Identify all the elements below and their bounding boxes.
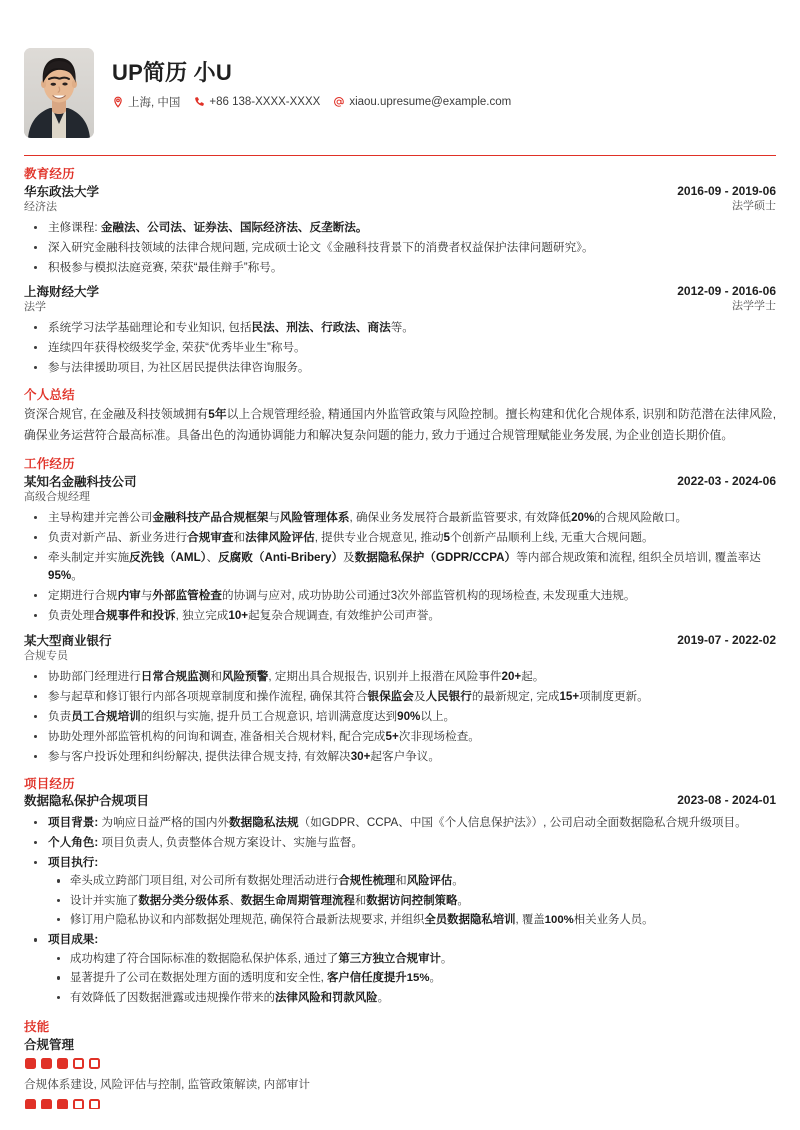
- list-item: 深入研究金融科技领域的法律合规问题, 完成硕士论文《金融科技背景下的消费者权益保护法律问题研究》。: [24, 239, 776, 257]
- list-item: 参与客户投诉处理和纠纷解决, 提供法律合规支持, 有效解决30+起客户争议。: [24, 748, 776, 766]
- list-item: [24, 814, 776, 832]
- rating-pip-filled[interactable]: [25, 1058, 36, 1069]
- section-education: [24, 167, 776, 377]
- section-title-work: 工作经历: [24, 457, 75, 472]
- section-title-projects: 项目经历: [24, 776, 75, 791]
- education-entry: [24, 184, 776, 277]
- list-item: 主导构建并完善公司金融科技产品合规框架与风险管理体系, 确保业务发展符合最新监管要求, 有效降低20%的合规风险敞口。: [24, 509, 776, 527]
- skill-name: 合规管理: [24, 1037, 75, 1052]
- contact-location[interactable]: [112, 94, 180, 110]
- rating-pip-empty[interactable]: [73, 1099, 84, 1109]
- page-title: UP简历 小U: [112, 60, 232, 85]
- education-major: 法学: [24, 300, 46, 313]
- summary-text: 资深合规官, 在金融及科技领域拥有5年以上合规管理经验, 精通国内外监管政策与风险控制。擅长构建和优化合规体系, 识别和防范潜在法律风险, 确保业务运营符合最高标准。具备出色的沟通协调能力和解决复杂问题的能力, 致力于通过合规管理赋能业务发展, 为企业创造长期价值。: [24, 407, 776, 443]
- contact-phone[interactable]: [193, 96, 320, 108]
- list-item: 负责处理合规事件和投诉, 独立完成10+起复杂合规调查, 有效维护公司声誉。: [24, 607, 776, 625]
- section-summary: [24, 388, 776, 447]
- section-title-education: 教育经历: [24, 167, 75, 181]
- list-item: 积极参与模拟法庭竞赛, 荣获“最佳辩手”称号。: [24, 259, 776, 277]
- rating-pip-empty[interactable]: [89, 1099, 100, 1109]
- education-date: 2016-09 - 2019-06: [677, 183, 776, 198]
- rating-pip-filled[interactable]: [57, 1058, 68, 1069]
- list-item: 成功构建了符合国际标准的数据隐私保护体系, 通过了第三方独立合规审计。: [48, 950, 776, 968]
- skill-rating[interactable]: [25, 1058, 776, 1069]
- project-bullet-text: 个人角色: 项目负责人, 负责整体合规方案设计、实施与监督。: [48, 835, 363, 849]
- section-projects: [24, 777, 776, 1007]
- project-subbullets: [48, 950, 776, 1007]
- section-work: [24, 457, 776, 765]
- contact-phone-text: +86 138-XXXX-XXXX: [209, 96, 321, 109]
- education-bullets: [24, 219, 776, 277]
- project-bullets: [24, 814, 776, 1007]
- education-date: 2012-09 - 2016-06: [677, 283, 776, 298]
- list-item: 连续四年获得校级奖学金, 荣获“优秀毕业生”称号。: [24, 339, 776, 357]
- email-at-icon: [333, 96, 345, 108]
- contact-location-text: 上海, 中国: [128, 97, 181, 110]
- skill-item: [24, 1037, 776, 1094]
- work-entry: [24, 633, 776, 766]
- project-entry: [24, 793, 776, 1007]
- portrait-photo-icon: [24, 48, 94, 138]
- rating-pip-empty[interactable]: [73, 1058, 84, 1069]
- project-subbullets: [48, 872, 776, 929]
- work-date: 2022-03 - 2024-06: [677, 473, 776, 488]
- rating-pip-filled[interactable]: [41, 1058, 52, 1069]
- project-name: 数据隐私保护合规项目: [24, 794, 150, 809]
- education-bullets: [24, 319, 776, 377]
- identity-block: [112, 48, 776, 110]
- list-item: [24, 834, 776, 852]
- list-item: [24, 931, 776, 1007]
- list-item: 有效降低了因数据泄露或违规操作带来的法律风险和罚款风险。: [48, 989, 776, 1007]
- rating-pip-filled[interactable]: [41, 1099, 52, 1109]
- work-company: 某知名金融科技公司: [24, 474, 137, 489]
- work-role: 高级合规经理: [24, 491, 90, 504]
- work-bullets: [24, 509, 776, 625]
- list-item: 参与法律援助项目, 为社区居民提供法律咨询服务。: [24, 359, 776, 377]
- project-bullet-text: 项目成果:: [48, 933, 99, 947]
- avatar: [24, 48, 94, 138]
- project-bullet-text: 项目执行:: [48, 855, 99, 869]
- list-item: 参与起草和修订银行内部各项规章制度和操作流程, 确保其符合银保监会及人民银行的最新规定, 完成15+项制度更新。: [24, 688, 776, 706]
- education-school: 华东政法大学: [24, 184, 100, 199]
- rating-pip-empty[interactable]: [89, 1058, 100, 1069]
- list-item: 主修课程: 金融法、公司法、证券法、国际经济法、反垄断法。: [24, 219, 776, 237]
- list-item: 负责员工合规培训的组织与实施, 提升员工合规意识, 培训满意度达到90%以上。: [24, 708, 776, 726]
- contact-email-text: xiaou.upresume@example.com: [349, 96, 512, 109]
- work-date: 2019-07 - 2022-02: [677, 632, 776, 647]
- header-divider: [24, 155, 776, 156]
- section-title-summary: 个人总结: [24, 387, 75, 402]
- education-degree: 法学硕士: [732, 200, 776, 213]
- education-degree: 法学学士: [732, 300, 776, 313]
- list-item: 修订用户隐私协议和内部数据处理规范, 确保符合最新法规要求, 并组织全员数据隐私培训, 覆盖100%相关业务人员。: [48, 911, 776, 929]
- list-item: 牵头成立跨部门项目组, 对公司所有数据处理活动进行合规性梳理和风险评估。: [48, 872, 776, 890]
- list-item: [24, 854, 776, 930]
- location-pin-icon: [112, 96, 124, 108]
- work-bullets: [24, 668, 776, 766]
- skill-item-clipped: [24, 1099, 776, 1109]
- section-title-skills: 技能: [24, 1019, 50, 1034]
- work-role: 合规专员: [24, 650, 68, 662]
- education-entry: [24, 284, 776, 377]
- rating-pip-filled[interactable]: [57, 1099, 68, 1109]
- list-item: 协助部门经理进行日常合规监测和风险预警, 定期出具合规报告, 识别并上报潜在风险事件20+起。: [24, 668, 776, 686]
- contact-email[interactable]: [333, 96, 511, 108]
- list-item: 牵头制定并实施反洗钱（AML）、反腐败（Anti-Bribery）及数据隐私保护（GDPR/CCPA）等内部合规政策和流程, 组织全员培训, 覆盖率达95%。: [24, 549, 776, 585]
- skill-rating[interactable]: [25, 1099, 776, 1109]
- resume-header: [24, 26, 776, 138]
- contact-row: [112, 94, 776, 110]
- section-skills: [24, 1020, 776, 1109]
- education-school: 上海财经大学: [24, 284, 100, 299]
- list-item: 协助处理外部监管机构的问询和调查, 准备相关合规材料, 配合完成5+次非现场检查。: [24, 728, 776, 746]
- phone-icon: [193, 96, 205, 108]
- list-item: 设计并实施了数据分类分级体系、数据生命周期管理流程和数据访问控制策略。: [48, 892, 776, 910]
- work-entry: [24, 474, 776, 625]
- list-item: 显著提升了公司在数据处理方面的透明度和安全性, 客户信任度提升15%。: [48, 969, 776, 987]
- education-major: 经济法: [24, 200, 57, 213]
- project-bullet-text: 项目背景: 为响应日益严格的国内外数据隐私法规（如GDPR、CCPA、中国《个人信息保护法》）, 公司启动全面数据隐私合规升级项目。: [48, 815, 747, 829]
- list-item: 系统学习法学基础理论和专业知识, 包括民法、刑法、行政法、商法等。: [24, 319, 776, 337]
- rating-pip-filled[interactable]: [25, 1099, 36, 1109]
- work-company: 某大型商业银行: [24, 633, 112, 648]
- project-date: 2023-08 - 2024-01: [677, 793, 776, 808]
- list-item: 负责对新产品、新业务进行合规审查和法律风险评估, 提供专业合规意见, 推动5个创新产品顺利上线, 无重大合规问题。: [24, 529, 776, 547]
- list-item: 定期进行合规内审与外部监管检查的协调与应对, 成功协助公司通过3次外部监管机构的现场检查, 未发现重大违规。: [24, 587, 776, 605]
- skill-description: 合规体系建设, 风险评估与控制, 监管政策解读, 内部审计: [24, 1077, 310, 1091]
